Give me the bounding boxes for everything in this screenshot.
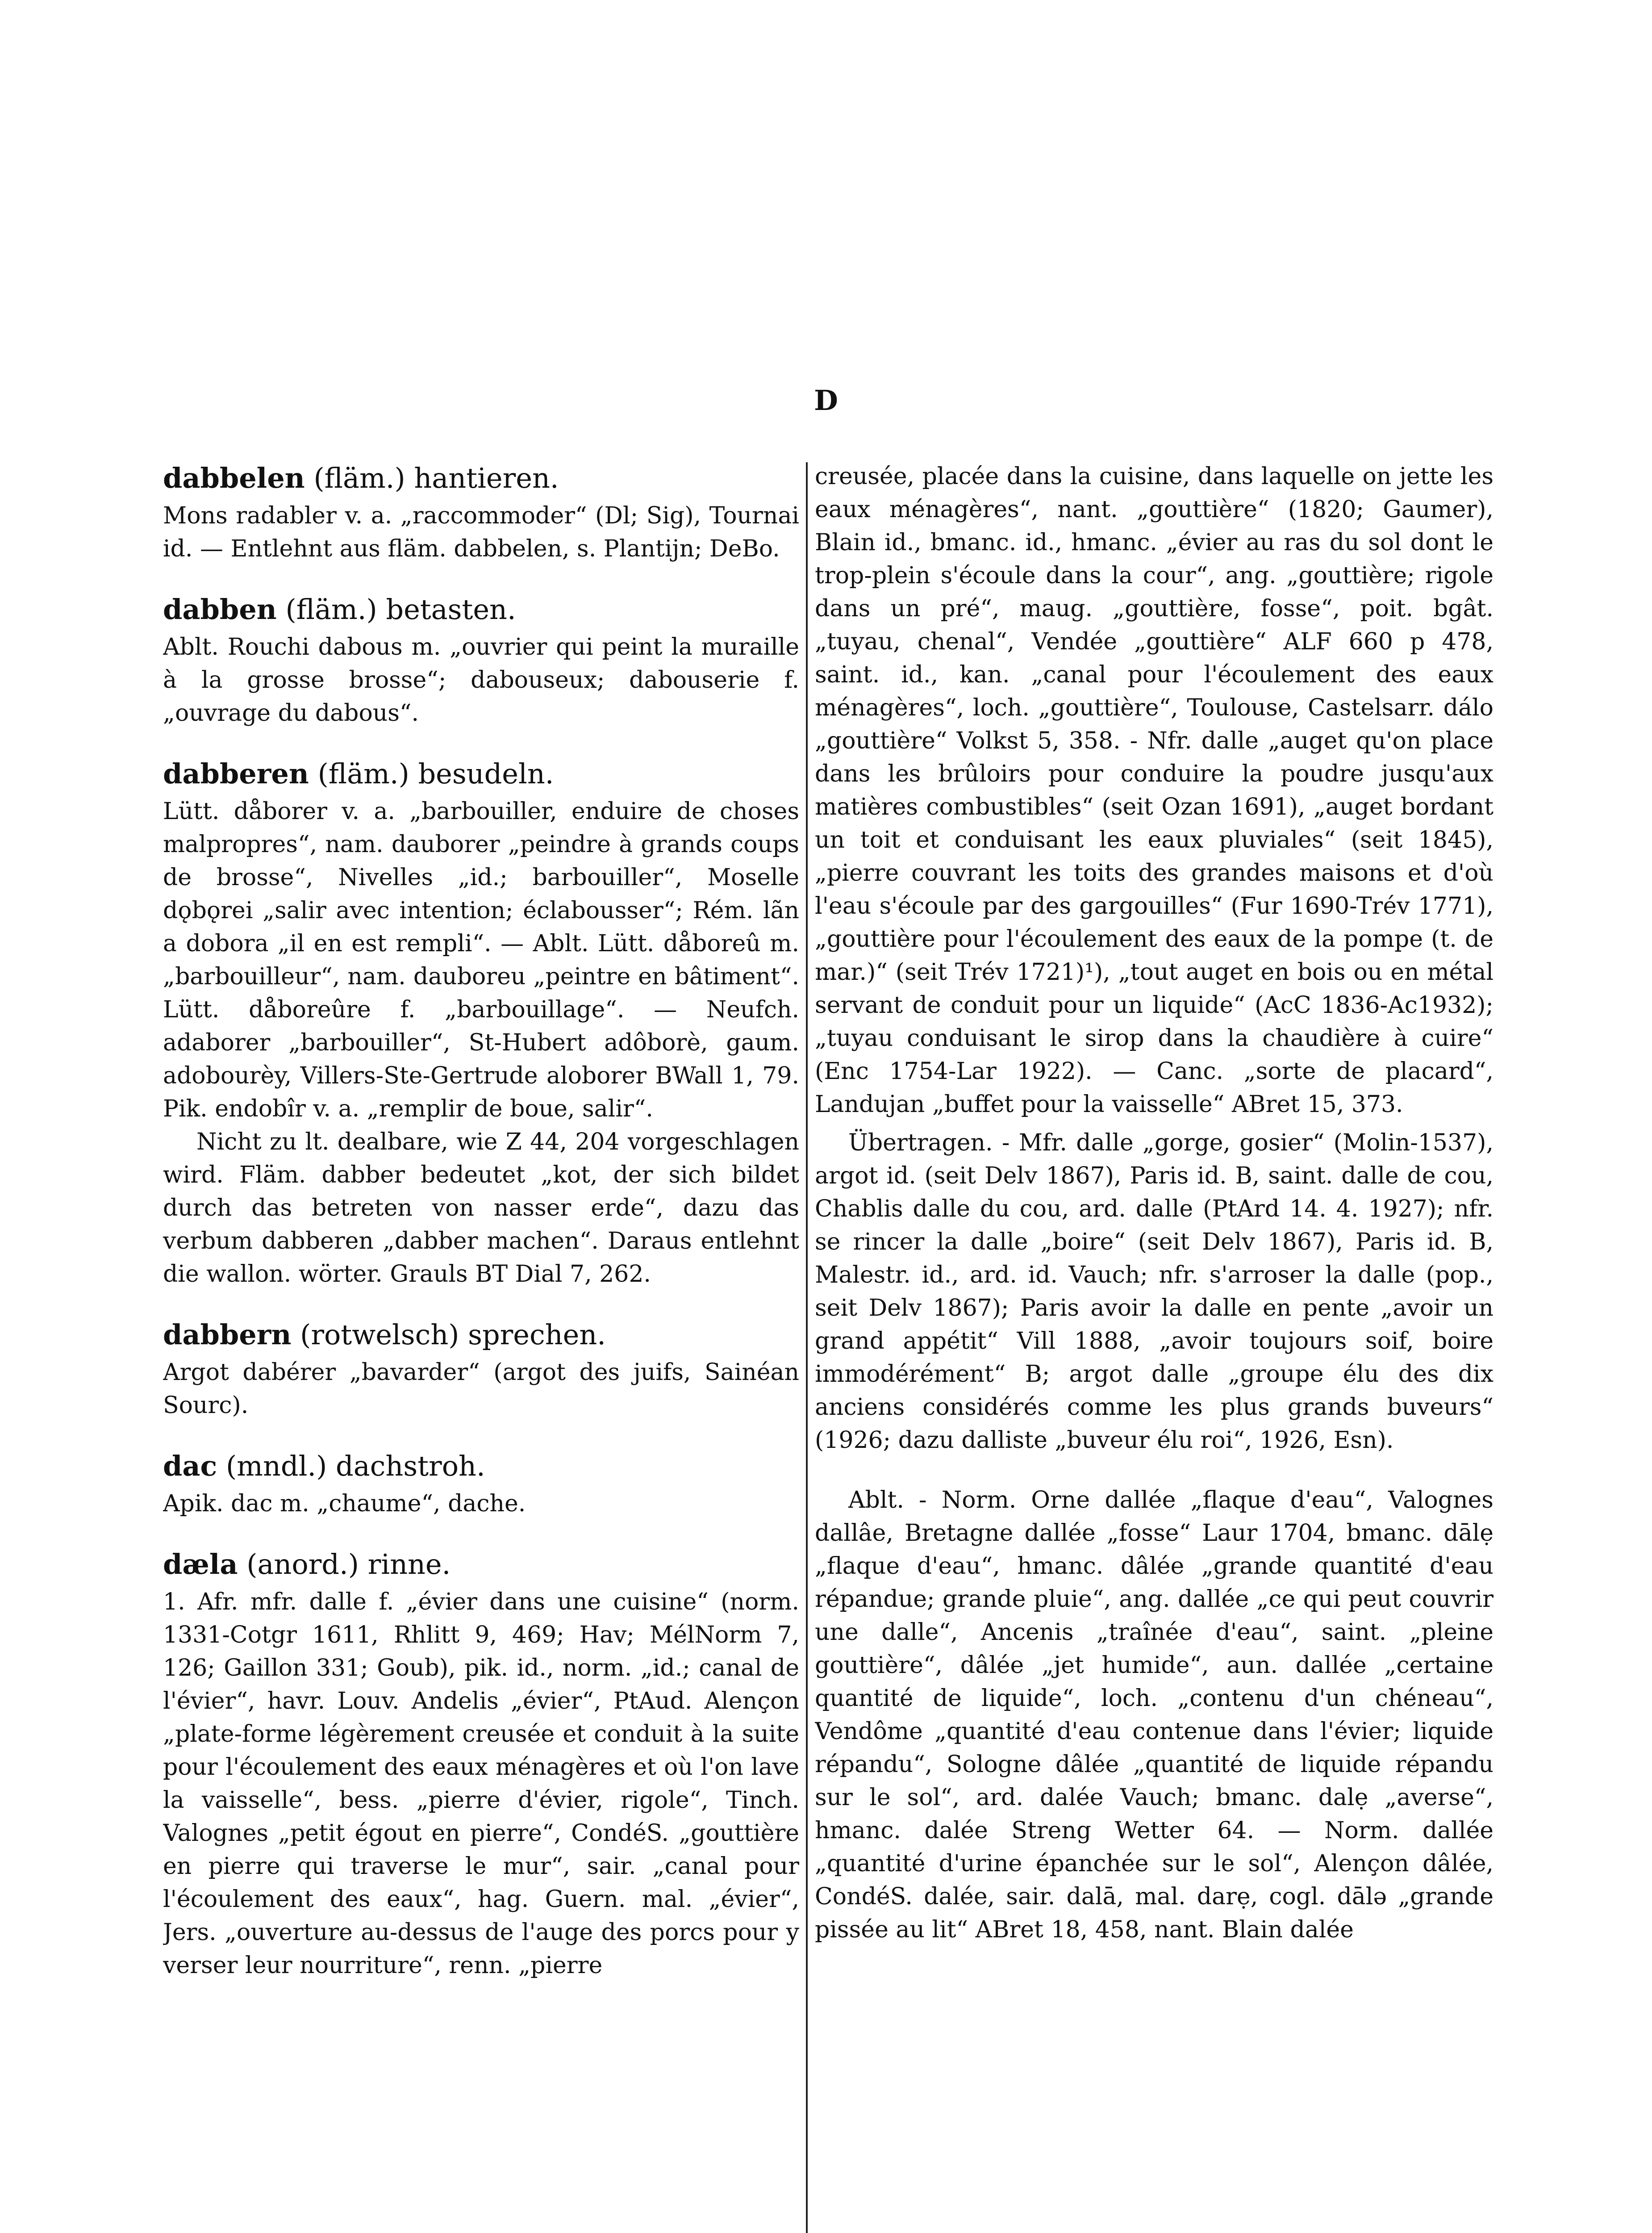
column-divider [806, 462, 808, 2233]
entry-gloss: (fläm.) hantieren. [305, 462, 559, 494]
entry-headword [163, 756, 799, 792]
dictionary-entry [163, 591, 799, 730]
entry-paragraph: Ablt. Rouchi dabous m. „ouvrier qui peint la muraille à la grosse brosse“; dabouseux; dabouserie f. „ouvrage du dabous“. [163, 634, 799, 727]
entry-body [163, 1585, 799, 1982]
dictionary-entry [163, 460, 799, 565]
page-letter-heading: D [814, 384, 838, 417]
entry-headword [163, 1448, 799, 1484]
entry-paragraph: Lütt. dåborer v. a. „barbouiller, enduire de choses malpropres“, nam. dauborer „peindre à grands coups de brosse“, Nivelles „id.; barbouiller“, Moselle dǫbǫrei „salir avec intention; éclabousser“; Rém. lãn a dobora „il en est rempli“. — Ablt. Lütt. dåboreû m. „barbouilleur“, nam. dauboreu „peintre en bâtiment“. Lütt. dåboreûre f. „barbouillage“. — Neufch. adaborer „barbouiller“, St-Hubert adôborè, gaum. adobourèy, Villers-Ste-Gertrude aloborer BWall 1, 79. Pik. endobîr v. a. „remplir de boue, salir“. [163, 798, 799, 1122]
left-column [163, 460, 799, 2233]
entry-body [163, 795, 799, 1291]
entry-gloss: (fläm.) betasten. [276, 593, 516, 626]
entry-paragraph: 1. Afr. mfr. dalle f. „évier dans une cuisine“ (norm. 1331-Cotgr 1611, Rhlitt 9, 469; Hav; MélNorm 7, 126; Gaillon 331; Goub), pik. id., norm. „id.; canal de l'évier“, havr. Louv. Andelis „évier“, PtAud. Alençon „plate-forme légèrement creusée et conduit à la suite pour l'écoulement des eaux ménagères et où l'on lave la vaisselle“, bess. „pierre d'évier, rigole“, Tinch. Valognes „petit égout en pierre“, CondéS. „gouttière en pierre qui traverse le mur“, sair. „canal pour l'écoulement des eaux“, hag. Guern. mal. „évier“, Jers. „ouverture au-dessus de l'auge des porcs pour y verser leur nourriture“, renn. „pierre [163, 1589, 799, 1979]
entry-body [163, 1356, 799, 1422]
dictionary-entry [163, 1317, 799, 1422]
entry-headword [163, 1317, 799, 1353]
entry-lemma: dabbelen [163, 462, 305, 494]
dictionary-entry [163, 756, 799, 1291]
entry-paragraph: Nicht zu lt. dealbare, wie Z 44, 204 vorgeschlagen wird. Fläm. dabber bedeutet „kot, der sich bildet durch das betreten von nasser erde“, dazu das verbum dabberen „dabber machen“. Daraus entlehnt die wallon. wörter. Grauls BT Dial 7, 262. [163, 1129, 799, 1288]
entry-lemma: dabberen [163, 757, 309, 790]
entry-gloss: (fläm.) besudeln. [309, 757, 554, 790]
dictionary-entry [163, 1546, 799, 1982]
entry-gloss: (anord.) rinne. [238, 1548, 451, 1581]
entry-body [163, 631, 799, 730]
entry-lemma: dæla [163, 1548, 238, 1581]
entry-headword [163, 460, 799, 497]
entry-paragraph: creusée, placée dans la cuisine, dans laquelle on jette les eaux ménagères“, nant. „gouttière“ (1820; Gaumer), Blain id., bmanc. id., hmanc. „évier au ras du sol dont le trop-plein s'écoule dans la cour“, ang. „gouttière; rigole dans un pré“, maug. „gouttière, fosse“, poit. bgât. „tuyau, chenal“, Vendée „gouttière“ ALF 660 p 478, saint. id., kan. „canal pour l'écoulement des eaux ménagères“, loch. „gouttière“, Toulouse, Castelsarr. dálo „gouttière“ Volkst 5, 358. - Nfr. dalle „auget qu'on place dans les brûloirs pour conduire la poudre jusqu'aux matières combustibles“ (seit Ozan 1691), „auget bordant un toit et conduisant les eaux pluviales“ (seit 1845), „pierre couvrant les toits des grandes maisons et d'où l'eau s'écoule par des gargouilles“ (Fur 1690-Trév 1771), „gouttière pour l'écoulement des eaux de la pompe (t. de mar.)“ (seit Trév 1721)¹), „tout auget en bois ou en métal servant de conduit pour un liquide“ (AcC 1836-Ac1932); „tuyau conduisant le sirop dans la chaudière à cuire“ (Enc 1754-Lar 1922). — Canc. „sorte de placard“, Landujan „buffet pour la vaisselle“ ABret 15, 373. [815, 463, 1493, 1118]
entry-lemma: dabben [163, 593, 277, 626]
ablt-paragraph: Ablt. - Norm. Orne dallée „flaque d'eau“, Valognes dallâe, Bretagne dallée „fosse“ Laur 1704, bmanc. dālẹ „flaque d'eau“, hmanc. dâlée „grande quantité d'eau répandue; grande pluie“, ang. dallée „ce qui peut couvrir une dalle“, Ancenis „traînée d'eau“, saint. „pleine gouttière“, dâlée „jet humide“, aun. dallée „certaine quantité de liquide“, loch. „contenu d'un chéneau“, Vendôme „quantité d'eau contenue dans l'évier; liquide répandu“, Sologne dâlée „quantité de liquide répandu sur le sol“, ard. dalée Vauch; bmanc. dalẹ „averse“, hmanc. dalée Streng Wetter 64. — Norm. dallée „quantité d'urine épanchée sur le sol“, Alençon dâlée, CondéS. dalée, sair. dalā, mal. darẹ, cogl. dālə „grande pissée au lit“ ABret 18, 458, nant. Blain dalée [815, 1487, 1493, 1943]
entry-gloss: (mndl.) dachstroh. [217, 1450, 485, 1482]
entry-body [163, 499, 799, 565]
right-column [815, 460, 1493, 2233]
entry-headword [163, 591, 799, 628]
entry-paragraph: Argot dabérer „bavarder“ (argot des juifs, Sainéan Sourc). [163, 1359, 799, 1419]
entry-gloss: (rotwelsch) sprechen. [291, 1318, 606, 1351]
dictionary-entry [163, 1448, 799, 1520]
entry-body [815, 460, 1493, 1457]
entry-lemma: dabbern [163, 1318, 292, 1351]
entry-body [163, 1487, 799, 1520]
entry-headword [163, 1546, 799, 1583]
entry-lemma: dac [163, 1450, 217, 1482]
entry-paragraph: Mons radabler v. a. „raccommoder“ (Dl; Sig), Tournai id. — Entlehnt aus fläm. dabbelen, s. Plantijn; DeBo. [163, 502, 799, 562]
entry-paragraph: Übertragen. - Mfr. dalle „gorge, gosier“ (Molin-1537), argot id. (seit Delv 1867), Paris id. B, saint. dalle de cou, Chablis dalle du cou, ard. dalle (PtArd 14. 4. 1927); nfr. se rincer la dalle „boire“ (seit Delv 1867), Paris id. B, Malestr. id., ard. id. Vauch; nfr. s'arroser la dalle (pop., seit Delv 1867); Paris avoir la dalle en pente „avoir un grand appétit“ Vill 1888, „avoir toujours soif, boire immodérément“ B; argot dalle „groupe élu des dix anciens considérés comme les plus grands buveurs“ (1926; dazu dalliste „buveur élu roi“, 1926, Esn). [815, 1129, 1493, 1454]
entry-paragraph: Apik. dac m. „chaume“, dache. [163, 1490, 526, 1517]
